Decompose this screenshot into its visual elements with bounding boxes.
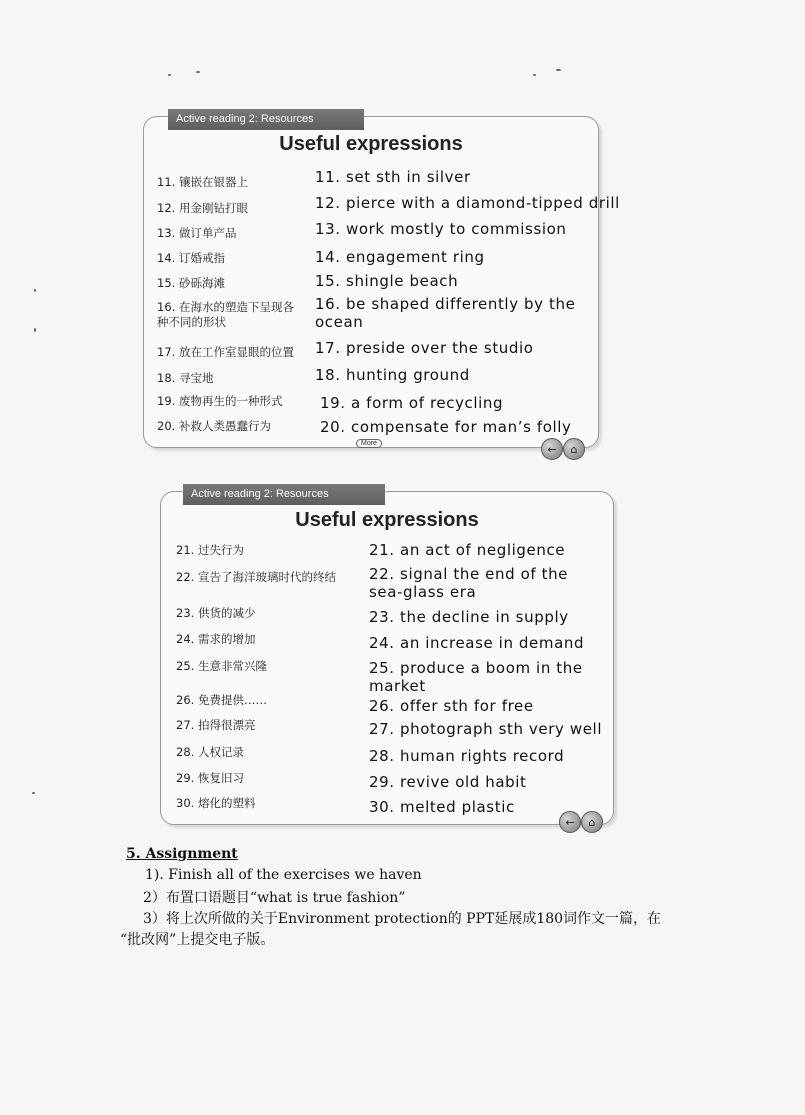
expression-en: 24. an increase in demand xyxy=(369,634,585,652)
assignment-line: 1). Finish all of the exercises we haven xyxy=(145,867,422,883)
expression-en: 11. set sth in silver xyxy=(315,168,471,186)
more-arrow-icon[interactable]: More xyxy=(356,439,382,448)
slide-useful-expressions-1 xyxy=(143,113,620,456)
expression-zh: 30. 熔化的塑料 xyxy=(176,796,256,810)
expression-en: 25. produce a boom in the market xyxy=(369,659,583,695)
expression-en: 13. work mostly to commission xyxy=(315,220,567,238)
expression-zh: 18. 寻宝地 xyxy=(157,371,214,385)
back-arrow-icon[interactable]: ← xyxy=(541,438,563,460)
expression-en: 17. preside over the studio xyxy=(315,339,534,357)
expression-en: 16. be shaped differently by the ocean xyxy=(315,295,576,331)
expression-en: 20. compensate for man’s folly xyxy=(320,418,572,436)
expression-zh: 13. 做订单产品 xyxy=(157,226,237,240)
assignment-heading: 5. Assignment xyxy=(126,846,238,862)
slide-title: Useful expressions xyxy=(279,133,463,155)
expression-zh: 23. 供货的减少 xyxy=(176,606,256,620)
expression-zh: 28. 人权记录 xyxy=(176,745,244,759)
home-icon[interactable]: ⌂ xyxy=(563,438,585,460)
expression-zh: 16. 在海水的塑造下呈现各种不同的形状 xyxy=(157,300,294,329)
expression-zh: 17. 放在工作室显眼的位置 xyxy=(157,345,294,359)
expression-en: 12. pierce with a diamond-tipped drill xyxy=(315,194,620,212)
expression-zh: 15. 砂砾海滩 xyxy=(157,276,225,290)
home-icon[interactable]: ⌂ xyxy=(581,811,603,833)
expression-zh: 24. 需求的增加 xyxy=(176,632,256,646)
expression-en: 21. an act of negligence xyxy=(369,541,566,559)
expression-en: 23. the decline in supply xyxy=(369,608,569,626)
expression-zh: 22. 宣告了海洋玻璃时代的终结 xyxy=(176,570,336,584)
expression-en: 14. engagement ring xyxy=(315,248,485,266)
slide-useful-expressions-2 xyxy=(160,488,614,829)
expression-zh: 11. 镶嵌在银器上 xyxy=(157,175,248,189)
expression-zh: 26. 免费提供…… xyxy=(176,693,267,707)
assignment-line: 2）布置口语题目“what is true fashion” xyxy=(143,890,406,906)
assignment-line: “批改网”上提交电子版。 xyxy=(120,932,275,948)
slide-banner: Active reading 2: Resources xyxy=(183,484,385,505)
expression-zh: 19. 废物再生的一种形式 xyxy=(157,394,283,408)
back-arrow-icon[interactable]: ← xyxy=(559,811,581,833)
expression-en: 30. melted plastic xyxy=(369,798,515,816)
expression-en: 27. photograph sth very well xyxy=(369,720,603,738)
expression-zh: 21. 过失行为 xyxy=(176,543,244,557)
expression-zh: 14. 订婚戒指 xyxy=(157,251,225,265)
assignment-line: 3）将上次所做的关于Environment protection的 PPT延展成180词作文一篇，在 xyxy=(143,911,662,927)
expression-zh: 29. 恢复旧习 xyxy=(176,771,244,785)
expression-en: 29. revive old habit xyxy=(369,773,527,791)
expression-en: 26. offer sth for free xyxy=(369,697,534,715)
expression-zh: 25. 生意非常兴隆 xyxy=(176,659,267,673)
slide-banner: Active reading 2: Resources xyxy=(168,109,364,130)
expression-zh: 27. 拍得很漂亮 xyxy=(176,718,256,732)
expression-en: 22. signal the end of the sea-glass era xyxy=(369,565,569,601)
expression-en: 15. shingle beach xyxy=(315,272,459,290)
expression-zh: 12. 用金刚钻打眼 xyxy=(157,201,248,215)
expression-en: 28. human rights record xyxy=(369,747,565,765)
expression-en: 19. a form of recycling xyxy=(320,394,504,412)
expression-zh: 20. 补救人类愚蠢行为 xyxy=(157,419,271,433)
slide-title: Useful expressions xyxy=(295,509,479,531)
expression-en: 18. hunting ground xyxy=(315,366,470,384)
